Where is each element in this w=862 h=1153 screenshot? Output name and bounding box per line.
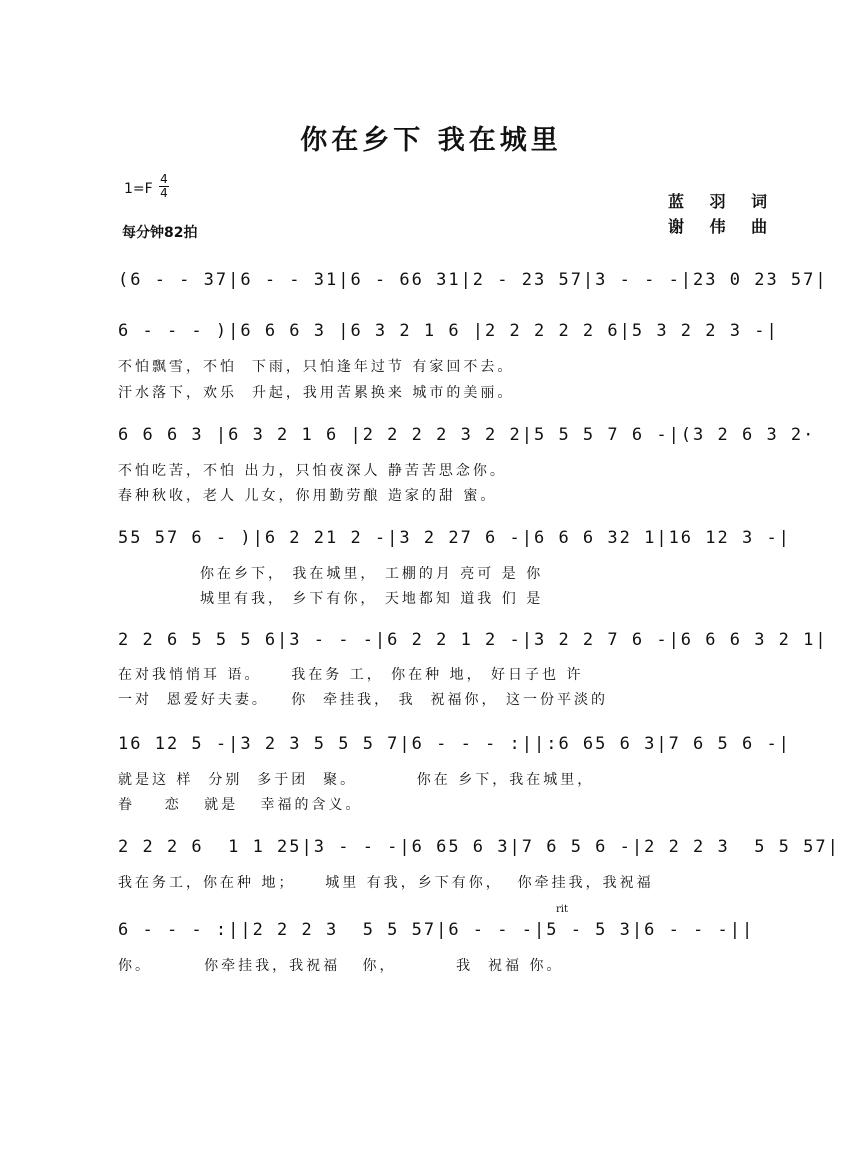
staff-4-lyric-1: 你在乡下， 我在城里， 工棚的月 亮可 是 你 bbox=[118, 566, 544, 582]
staff-3-notes: 6 6 6 3 |6 3 2 1 6 |2 2 2 2 3 2 2|5 5 5 7 6 -|(3 2 6 3 2· bbox=[118, 425, 816, 445]
staff-2-lyric-2: 汗水落下，欢乐 升起，我用苦累换来 城市的美丽。 bbox=[118, 385, 515, 401]
staff-3-lyric-2: 春种秋收，老人 儿女，你用勤劳酿 造家的甜 蜜。 bbox=[118, 488, 498, 504]
staff-8-notes: 6 - - - :||2 2 2 3 5 5 57|6 - - -|5 - 5 3|6 - - -|| bbox=[118, 920, 755, 940]
staff-8-lyric-1: 你。 你牵挂我，我祝福 你， 我 祝福 你。 bbox=[118, 958, 564, 974]
staff-7-notes: 2 2 2 6 1 1 25|3 - - -|6 65 6 3|7 6 5 6 -|2 2 2 3 5 5 57| bbox=[118, 837, 840, 857]
tempo-marking: 每分钟82拍 bbox=[122, 225, 198, 241]
staff-5-notes: 2 2 6 5 5 5 6|3 - - -|6 2 2 1 2 -|3 2 2 7 6 -|6 6 6 3 2 1| bbox=[118, 630, 828, 650]
time-signature-top: 4 bbox=[160, 172, 168, 186]
ritardando-mark: rit bbox=[556, 904, 568, 915]
composer-credit: 谢 伟 曲 bbox=[668, 217, 778, 236]
staff-6-lyric-1: 就是这 样 分别 多于团 聚。 你在 乡下，我在城里， bbox=[118, 772, 595, 788]
staff-7-lyric-1: 我在务工，你在种 地； 城里 有我，乡下有你， 你牵挂我，我祝福 bbox=[118, 875, 654, 891]
staff-2-lyric-1: 不怕飘雪，不怕 下雨，只怕逢年过节 有家回不去。 bbox=[118, 359, 515, 375]
staff-3-lyric-1: 不怕吃苦，不怕 出力，只怕夜深人 静苦苦思念你。 bbox=[118, 463, 507, 479]
key-signature: 1=F bbox=[124, 181, 153, 197]
lyricist-credit: 蓝 羽 词 bbox=[668, 192, 778, 211]
staff-6-notes: 16 12 5 -|3 2 3 5 5 5 7|6 - - - :||:6 65 6 3|7 6 5 6 -| bbox=[118, 734, 791, 754]
staff-5-lyric-2: 一对 恩爱好夫妻。 你 牵挂我， 我 祝福你， 这一份平淡的 bbox=[118, 692, 608, 708]
time-signature-bottom: 4 bbox=[160, 186, 168, 200]
staff-4-lyric-2: 城里有我， 乡下有你， 天地都知 道我 们 是 bbox=[118, 591, 544, 607]
staff-2-notes: 6 - - - )|6 6 6 3 |6 3 2 1 6 |2 2 2 2 2 6|5 3 2 2 3 -| bbox=[118, 321, 779, 341]
staff-6-lyric-2: 眷 恋 就是 幸福的含义。 bbox=[118, 797, 363, 813]
staff-1-notes: (6 - - 37|6 - - 31|6 - 66 31|2 - 23 57|3 - - -|23 0 23 57| bbox=[118, 270, 828, 290]
staff-4-notes: 55 57 6 - )|6 2 21 2 -|3 2 27 6 -|6 6 6 32 1|16 12 3 -| bbox=[118, 528, 791, 548]
time-signature bbox=[158, 173, 170, 200]
staff-5-lyric-1: 在对我悄悄耳 语。 我在务 工， 你在种 地， 好日子也 许 bbox=[118, 667, 584, 683]
song-title: 你在乡下 我在城里 bbox=[300, 125, 562, 156]
